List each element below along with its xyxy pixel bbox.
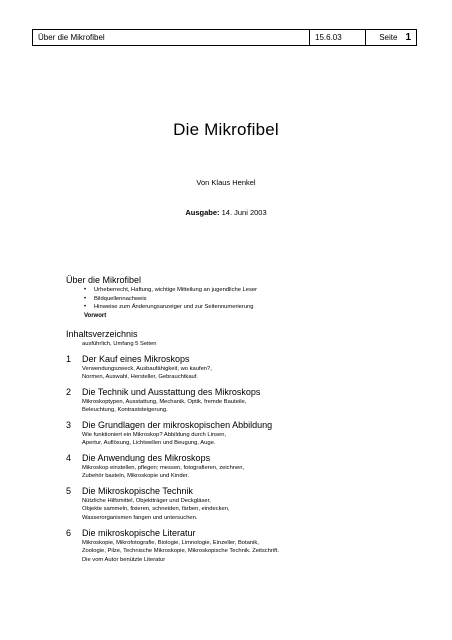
- list-item: • Hinweise zum Änderungsanzeiger und zur Seitennumerierung: [66, 303, 257, 312]
- chapter-title: Die Mikroskopische Technik: [82, 486, 193, 496]
- header-date: 15.6.03: [310, 30, 366, 45]
- edition-label: Ausgabe:: [185, 208, 220, 217]
- author-line: Von Klaus Henkel: [196, 178, 256, 187]
- document-title: Die Mikrofibel: [173, 120, 279, 139]
- chapter-desc-line: Zubehör basteln, Mikroskopie und Kinder.: [82, 473, 189, 480]
- chapter-title: Die mikroskopische Literatur: [82, 528, 196, 538]
- chapter-desc-line: Nützliche Hilfsmittel, Objektträger und Deckgläser,: [82, 498, 211, 504]
- chapter-4: [66, 453, 406, 481]
- edition-line: [0, 208, 452, 217]
- chapter-desc-line: Wasserorganismen fangen und untersuchen.: [82, 514, 198, 521]
- chapter-number: 5: [66, 486, 72, 496]
- chapter-desc-line: Beleuchtung, Kontraststeigerung.: [82, 407, 168, 414]
- contents-note: ausführlich, Umfang 5 Seiten: [82, 341, 157, 347]
- contents-heading: Inhaltsverzeichnis: [66, 329, 138, 339]
- chapter-1: [66, 354, 406, 382]
- chapter-title: Der Kauf eines Mikroskops: [82, 354, 190, 364]
- chapter-number: 6: [66, 528, 72, 538]
- page-number: 1: [405, 32, 411, 43]
- chapter-title: Die Technik und Ausstattung des Mikroskops: [82, 387, 261, 397]
- contents-section: [66, 329, 156, 348]
- edition-date: 14. Juni 2003: [221, 208, 267, 217]
- chapter-desc-line: Zoologie, Pilze, Technische Mikroskopie, Mikroskopische Technik. Zeitschrift.: [82, 548, 279, 555]
- chapter-desc-line: Wie funktioniert ein Mikroskop? Abbildung durch Linsen,: [82, 432, 227, 438]
- about-heading: Über die Mikrofibel: [66, 275, 142, 285]
- page-header: [32, 29, 417, 46]
- chapter-number: 2: [66, 387, 72, 397]
- vorwort-link: Vorwort: [84, 312, 107, 319]
- chapter-desc-line: Apertur, Auflösung, Lichtwellen und Beugung, Auge.: [82, 440, 216, 447]
- chapter-5: [66, 486, 406, 522]
- chapter-desc-line: Mikroskoptypen, Ausstattung, Mechanik, Optik, fremde Bauteile,: [82, 399, 247, 405]
- chapter-desc-line: Normen, Auswahl, Hersteller, Gebrauchtkauf.: [82, 374, 198, 381]
- list-item: • Bildquellennachweis: [66, 295, 257, 304]
- chapter-6: [66, 528, 406, 564]
- chapter-desc-line: Mikroskop einstellen, pflegen; messen, fotografieren, zeichnen,: [82, 465, 245, 471]
- chapter-desc-line: Die vom Autor benützte Literatur: [82, 556, 166, 563]
- chapter-desc-line: Verwendungszweck, Ausbaufähigkeit, wo kaufen?,: [82, 366, 212, 372]
- chapter-desc-line: Mikroskopie, Mikrofotografie, Biologie, Limnologie, Einzeller, Botanik,: [82, 540, 259, 546]
- chapter-title: Die Grundlagen der mikroskopischen Abbildung: [82, 420, 273, 430]
- chapter-title: Die Anwendung des Mikroskops: [82, 453, 211, 463]
- chapter-2: [66, 387, 406, 415]
- about-section: [66, 275, 257, 320]
- chapter-number: 3: [66, 420, 72, 430]
- chapter-desc-line: Objekte sammeln, fixieren, schneiden, färben, eindecken,: [82, 506, 230, 513]
- chapter-number: 4: [66, 453, 72, 463]
- chapter-3: [66, 420, 406, 448]
- chapter-number: 1: [66, 354, 72, 364]
- about-list: [66, 286, 257, 312]
- header-title: Über die Mikrofibel: [33, 30, 310, 45]
- header-page: [366, 30, 416, 45]
- page-label: Seite: [379, 33, 398, 42]
- list-item: • Urheberrecht, Haftung, wichtige Mitteilung an jugendliche Leser: [66, 286, 257, 295]
